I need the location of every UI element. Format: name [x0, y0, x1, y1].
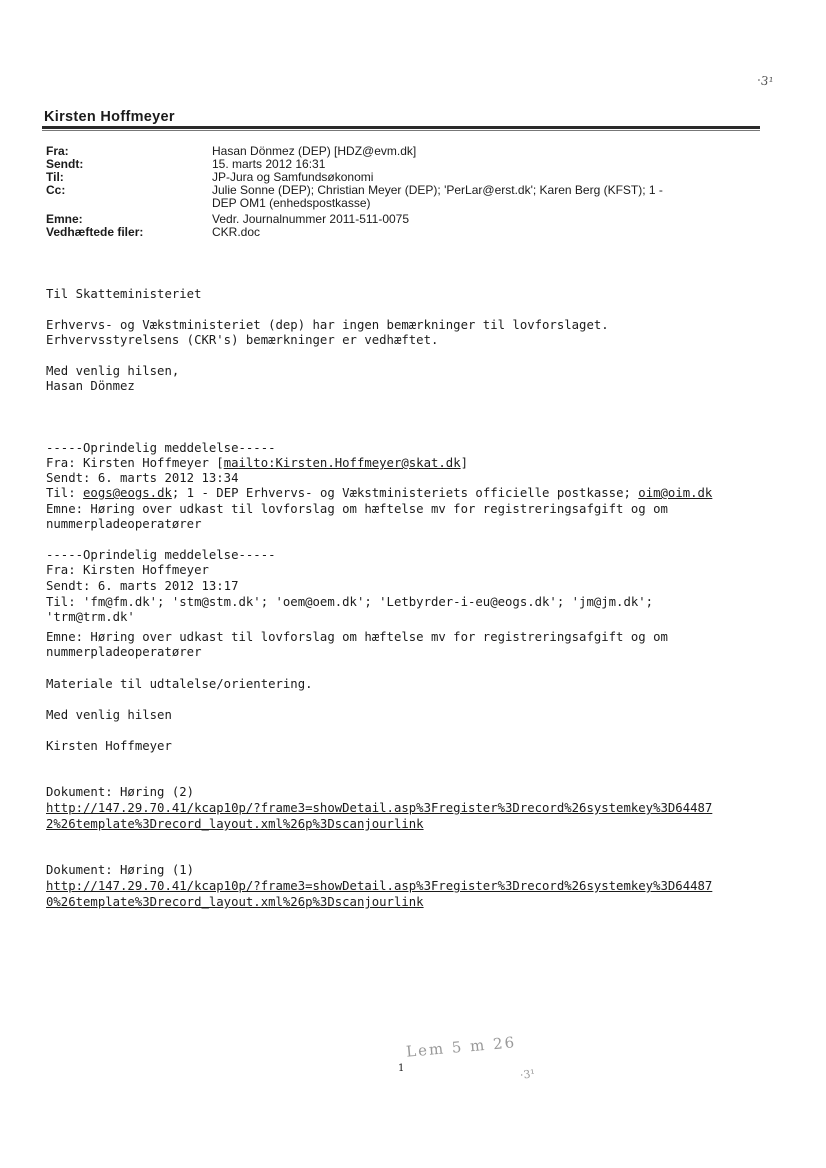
forward-from-text: Fra: Kirsten Hoffmeyer [ — [46, 456, 224, 470]
oim-email-link[interactable]: oim@oim.dk — [638, 486, 713, 500]
greeting: Til Skatteministeriet — [46, 287, 202, 301]
sent-value: 15. marts 2012 16:31 — [212, 157, 326, 171]
forward-to-middle: ; 1 - DEP Erhvervs- og Vækstministeriets officielle postkasse; — [171, 486, 639, 500]
cc-value: Julie Sonne (DEP); Christian Meyer (DEP); 'PerLar@erst.dk'; Karen Berg (KFST); 1 - — [212, 183, 663, 197]
signature: Hasan Dönmez — [46, 379, 135, 393]
header-rule-thin — [42, 130, 760, 131]
subject-value: Vedr. Journalnummer 2011-511-0075 — [212, 212, 410, 226]
document-link-line2[interactable]: 0%26template%3Drecord_layout.xml%26p%3Dscanjourlink — [46, 895, 424, 909]
forward-subject: Emne: Høring over udkast til lovforslag om hæftelse mv for registreringsafgift og om — [46, 630, 668, 644]
from-label: Fra: — [46, 144, 69, 158]
forward-sent: Sendt: 6. marts 2012 13:34 — [46, 471, 239, 485]
forward-to-line2: 'trm@trm.dk' — [46, 610, 135, 624]
forward-from-close: ] — [460, 456, 469, 470]
forward-to-prefix: Til: — [46, 486, 84, 500]
header-rule — [42, 126, 760, 129]
subject-label: Emne: — [46, 212, 83, 226]
page-number: 1 — [398, 1063, 405, 1074]
original-message-separator: -----Oprindelig meddelelse----- — [46, 441, 276, 455]
document-link[interactable]: http://147.29.70.41/kcap10p/?frame3=showDetail.asp%3Fregister%3Drecord%26systemkey%3D64487 — [46, 801, 713, 815]
handwritten-mark: ·3¹ — [519, 1067, 536, 1082]
to-value: JP-Jura og Samfundsøkonomi — [212, 170, 374, 184]
document-label: Dokument: Høring (2) — [46, 785, 195, 799]
mailto-link[interactable]: mailto:Kirsten.Hoffmeyer@skat.dk — [223, 456, 461, 470]
signature: Kirsten Hoffmeyer — [46, 739, 172, 753]
closing: Med venlig hilsen, — [46, 364, 180, 378]
handwritten-note: Lem 5 m 26 — [405, 1033, 517, 1061]
document-link-line2[interactable]: 2%26template%3Drecord_layout.xml%26p%3Dscanjourlink — [46, 817, 424, 831]
attachments-label: Vedhæftede filer: — [46, 225, 144, 239]
corner-mark: ·3¹ — [756, 72, 775, 90]
body-line: Erhvervs- og Vækstministeriet (dep) har ingen bemærkninger til lovforslaget. — [46, 318, 609, 332]
forward-subject-line2: nummerpladeoperatører — [46, 517, 202, 531]
forward-subject-line2: nummerpladeoperatører — [46, 645, 202, 659]
to-label: Til: — [46, 170, 64, 184]
sent-label: Sendt: — [46, 157, 84, 171]
closing: Med venlig hilsen — [46, 708, 172, 722]
cc-label: Cc: — [46, 183, 66, 197]
eogs-email-link[interactable]: eogs@eogs.dk — [83, 486, 172, 500]
material-note: Materiale til udtalelse/orientering. — [46, 677, 313, 691]
cc-value-line2: DEP OM1 (enhedspostkasse) — [212, 196, 371, 210]
forward-sent: Sendt: 6. marts 2012 13:17 — [46, 579, 239, 593]
forward-from: Fra: Kirsten Hoffmeyer — [46, 563, 209, 577]
forward-to: Til: 'fm@fm.dk'; 'stm@stm.dk'; 'oem@oem.dk'; 'Letbyrder-i-eu@eogs.dk'; 'jm@jm.dk'; — [46, 595, 654, 609]
attachment-link[interactable]: CKR.doc — [212, 225, 261, 239]
original-message-separator: -----Oprindelig meddelelse----- — [46, 548, 276, 562]
sender-name: Kirsten Hoffmeyer — [44, 109, 175, 125]
body-line: Erhvervsstyrelsens (CKR's) bemærkninger er vedhæftet. — [46, 333, 439, 347]
from-value: Hasan Dönmez (DEP) [HDZ@evm.dk] — [212, 144, 417, 158]
document-link[interactable]: http://147.29.70.41/kcap10p/?frame3=showDetail.asp%3Fregister%3Drecord%26systemkey%3D64487 — [46, 879, 713, 893]
forward-from — [46, 456, 468, 470]
document-label: Dokument: Høring (1) — [46, 863, 195, 877]
forward-to — [46, 486, 712, 500]
forward-subject: Emne: Høring over udkast til lovforslag om hæftelse mv for registreringsafgift og om — [46, 502, 668, 516]
